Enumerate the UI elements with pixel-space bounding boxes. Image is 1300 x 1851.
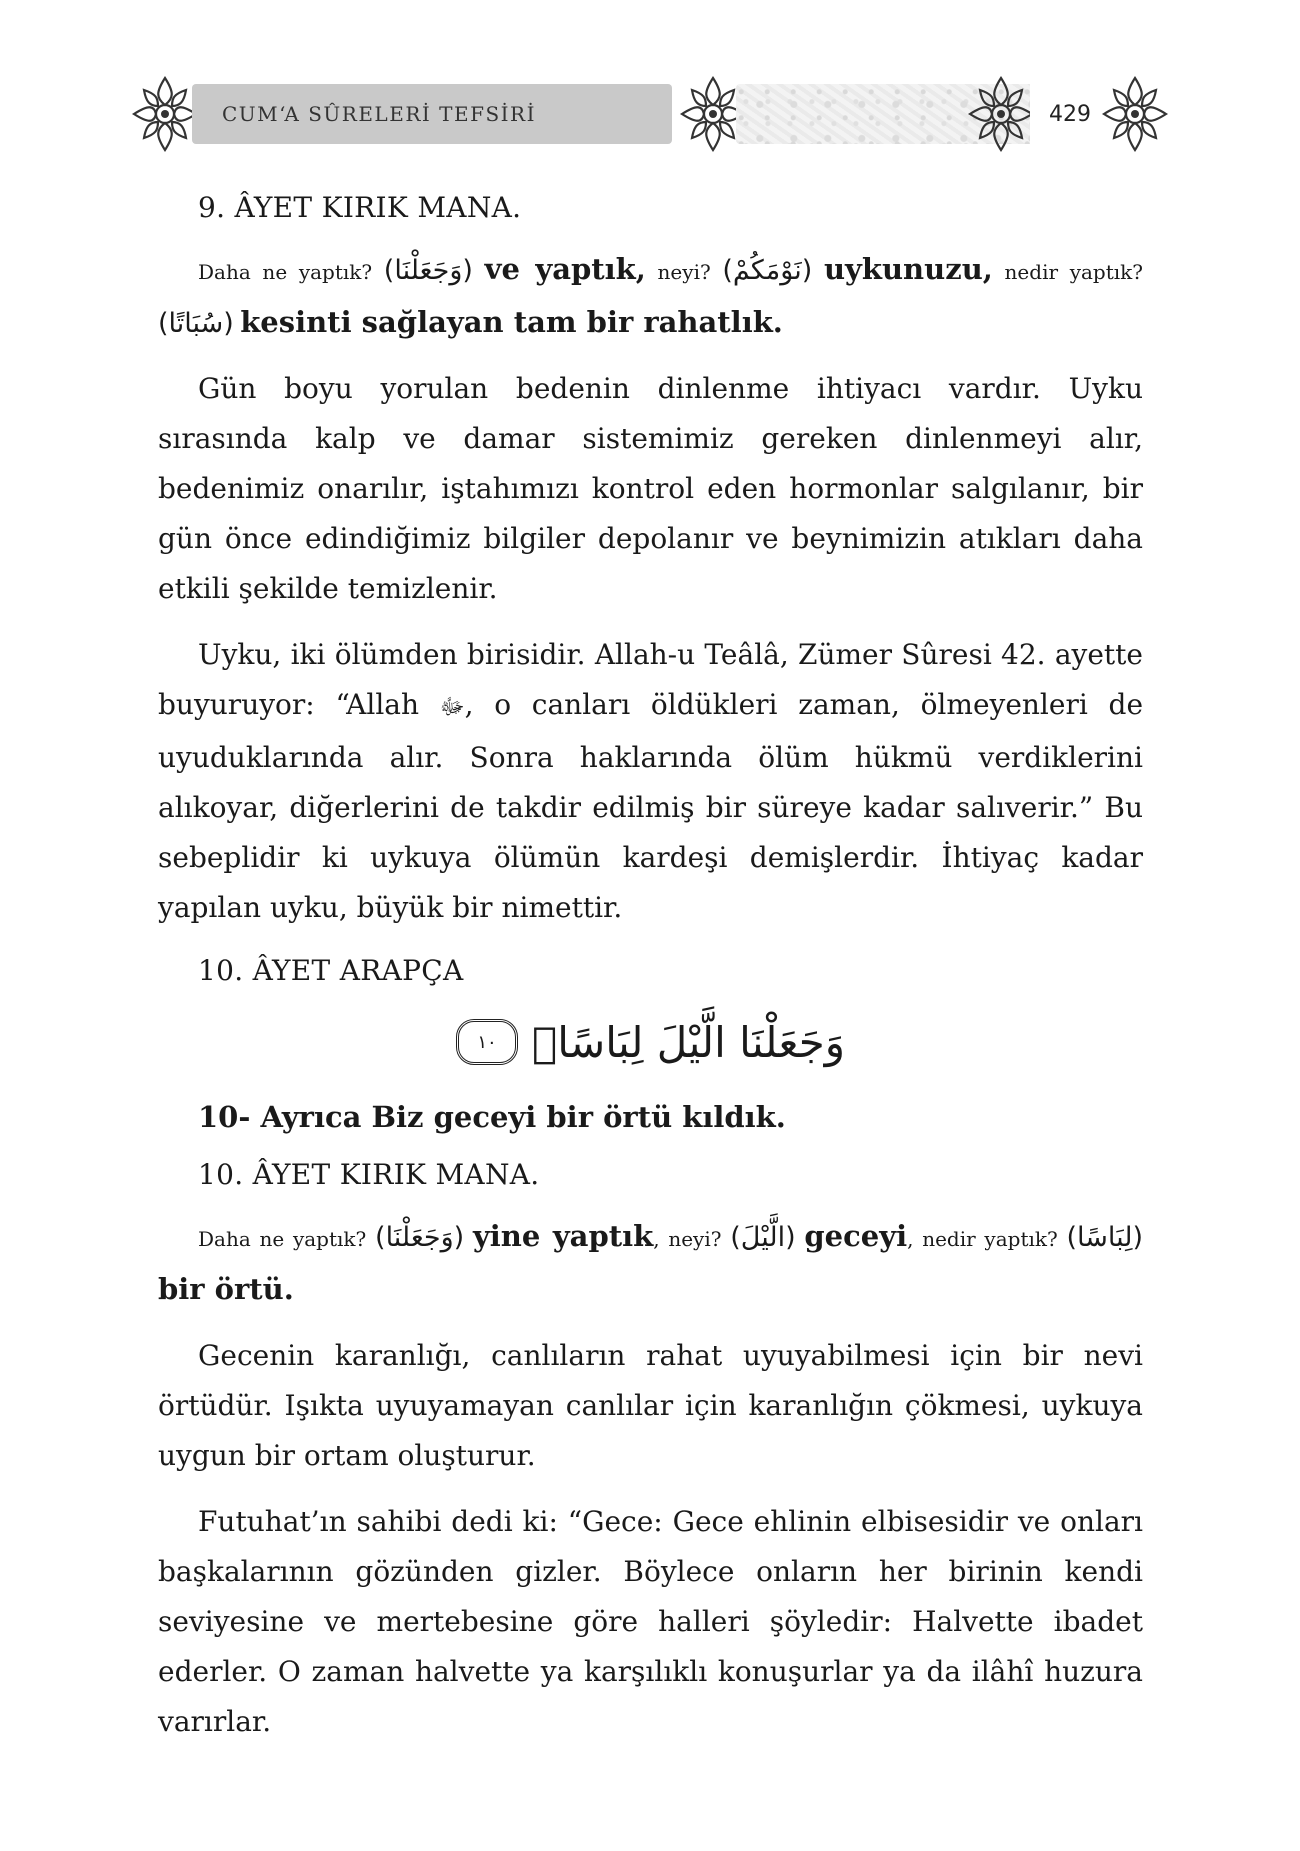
word-by-word-meaning-10 xyxy=(158,1211,1143,1317)
paragraph-sleep-death xyxy=(158,630,1143,933)
page-content xyxy=(158,186,1143,1763)
arabic-word: (سُبَاتًا) xyxy=(158,308,234,339)
ornament-right-inner-icon xyxy=(966,68,1036,160)
ornament-left-icon xyxy=(130,68,200,160)
paragraph-text: Uyku, iki ölümden birisidir. Allah-u Teâlâ, Zümer Sûresi 42. ayette buyuruyor: “Allah xyxy=(158,638,1143,721)
paragraph-darkness: Gecenin karanlığı, canlıların rahat uyuyabilmesi için bir nevi örtüdür. Işıkta uyuyamayan canlılar için karanlığın çökmesi, uykuya uygun bir ortam oluşturur. xyxy=(158,1339,1143,1472)
jalla-jalaluhu-icon: ﷻ xyxy=(439,695,465,720)
meaning-text: bir örtü. xyxy=(158,1272,294,1306)
meaning-text: ve yaptık, xyxy=(484,252,646,286)
question-text: Daha ne yaptık? xyxy=(198,260,373,284)
verse-number-icon: ١٠ xyxy=(456,1019,518,1065)
question-text: , neyi? xyxy=(653,1227,722,1251)
section-heading-10-kirik-mana: 10. ÂYET KIRIK MANA. xyxy=(198,1158,540,1191)
ornament-right-icon xyxy=(1100,68,1170,160)
page-number: 429 xyxy=(1030,84,1110,144)
question-text: nedir yaptık? xyxy=(1004,260,1143,284)
section-heading-10-arapca: 10. ÂYET ARAPÇA xyxy=(198,954,464,987)
arabic-word: (نَوْمَكُمْ) xyxy=(722,255,813,286)
question-text: , nedir yaptık? xyxy=(907,1227,1058,1251)
question-text: neyi? xyxy=(657,260,711,284)
meaning-text: kesinti sağlayan tam bir rahatlık. xyxy=(240,305,783,339)
arabic-verse xyxy=(158,1007,1143,1077)
arabic-word: (لِبَاسًا) xyxy=(1066,1222,1144,1253)
paragraph-text: , o canları öldükleri zaman, ölmeyenleri de uyuduklarında alır. Sonra haklarında ölüm hükmü verdiklerini alıkoyar, diğerlerini de takdir edilmiş bir süreye kadar salıverir.” Bu sebeplidir ki uykuya ölümün kardeşi demişlerdir. İhtiyaç kadar yapılan uyku, büyük bir nimettir. xyxy=(158,688,1144,924)
meaning-text: uykunuzu, xyxy=(823,252,993,286)
arabic-word: (وَجَعَلْنَا) xyxy=(375,1222,465,1253)
meaning-text: yine yaptık xyxy=(472,1219,654,1253)
verse-meaning: 10- Ayrıca Biz geceyi bir örtü kıldık. xyxy=(198,1100,786,1134)
running-header xyxy=(130,68,1170,160)
book-title: CUM‘A SÛRELERİ TEFSİRİ xyxy=(222,102,537,126)
arabic-word: (الَّيْلَ) xyxy=(730,1222,796,1253)
section-heading-9-kirik-mana: 9. ÂYET KIRIK MANA. xyxy=(198,191,522,224)
arabic-word: (وَجَعَلْنَا) xyxy=(383,255,473,286)
header-title-box xyxy=(192,84,672,144)
paragraph-sleep-need: Gün boyu yorulan bedenin dinlenme ihtiyacı vardır. Uyku sırasında kalp ve damar sistemimiz gereken dinlenmeyi alır, bedenimiz onarılır, iştahımızı kontrol eden hormonlar salgılanır, bir gün önce edindiğimiz bilgiler depolanır ve beynimizin atıkları daha etkili şekilde temizlenir. xyxy=(158,372,1143,605)
paragraph-futuhat-quote: Futuhat’ın sahibi dedi ki: “Gece: Gece ehlinin elbisesidir ve onları başkalarının gözünden gizler. Böylece onların her birinin kendi seviyesine ve mertebesine göre halleri şöyledir: Halvette ibadet ederler. O zaman halvette ya karşılıklı konuşurlar ya da ilâhî huzura varırlar. xyxy=(158,1505,1143,1738)
meaning-text: geceyi xyxy=(804,1219,908,1253)
arabic-verse-text: وَجَعَلْنَا الَّيْلَ لِبَاسًاۙ xyxy=(532,1017,845,1067)
word-by-word-meaning-9 xyxy=(158,244,1143,350)
question-text: Daha ne yaptık? xyxy=(198,1227,367,1251)
